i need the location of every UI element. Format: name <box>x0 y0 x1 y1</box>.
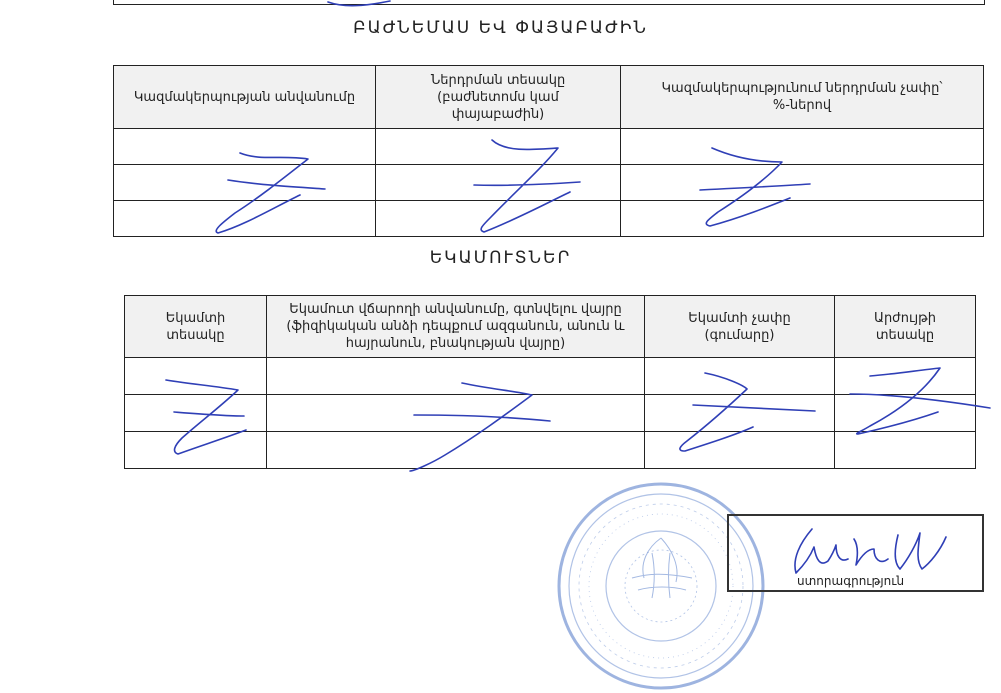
table-row <box>114 165 984 201</box>
col-investment-type: Ներդրման տեսակը (բաժնետոմս կամ փայաբաժին) <box>376 66 621 129</box>
col-income-type: Եկամտի տեսակը <box>125 296 267 358</box>
shares-table <box>113 65 984 237</box>
signature-label: ստորագրություն <box>797 574 905 588</box>
table-row <box>114 129 984 165</box>
col-investment-share: Կազմակերպությունում ներդրման չափը՝ %-ներով <box>621 66 984 129</box>
shares-heading: ԲԱԺՆԵՄԱՍ ԵՎ ՓԱՅԱԲԱԺԻՆ <box>353 18 648 38</box>
col-currency-type: Արժույթի տեսակը <box>835 296 976 358</box>
col-organization-name: Կազմակերպության անվանումը <box>114 66 376 129</box>
col-income-amount: Եկամտի չափը (գումարը) <box>645 296 835 358</box>
table-row <box>114 201 984 237</box>
income-table <box>124 295 976 469</box>
previous-table-bottom <box>113 0 985 5</box>
col-payer-name-location: Եկամուտ վճարողի անվանումը, գտնվելու վայրը (ֆիզիկական անձի դեպքում ազգանուն, անուն և հայրանուն, բնակության վայրը) <box>267 296 645 358</box>
table-row <box>125 432 976 469</box>
table-row <box>125 358 976 395</box>
table-row <box>125 395 976 432</box>
income-heading: ԵԿԱՄՈՒՏՆԵՐ <box>429 248 572 268</box>
